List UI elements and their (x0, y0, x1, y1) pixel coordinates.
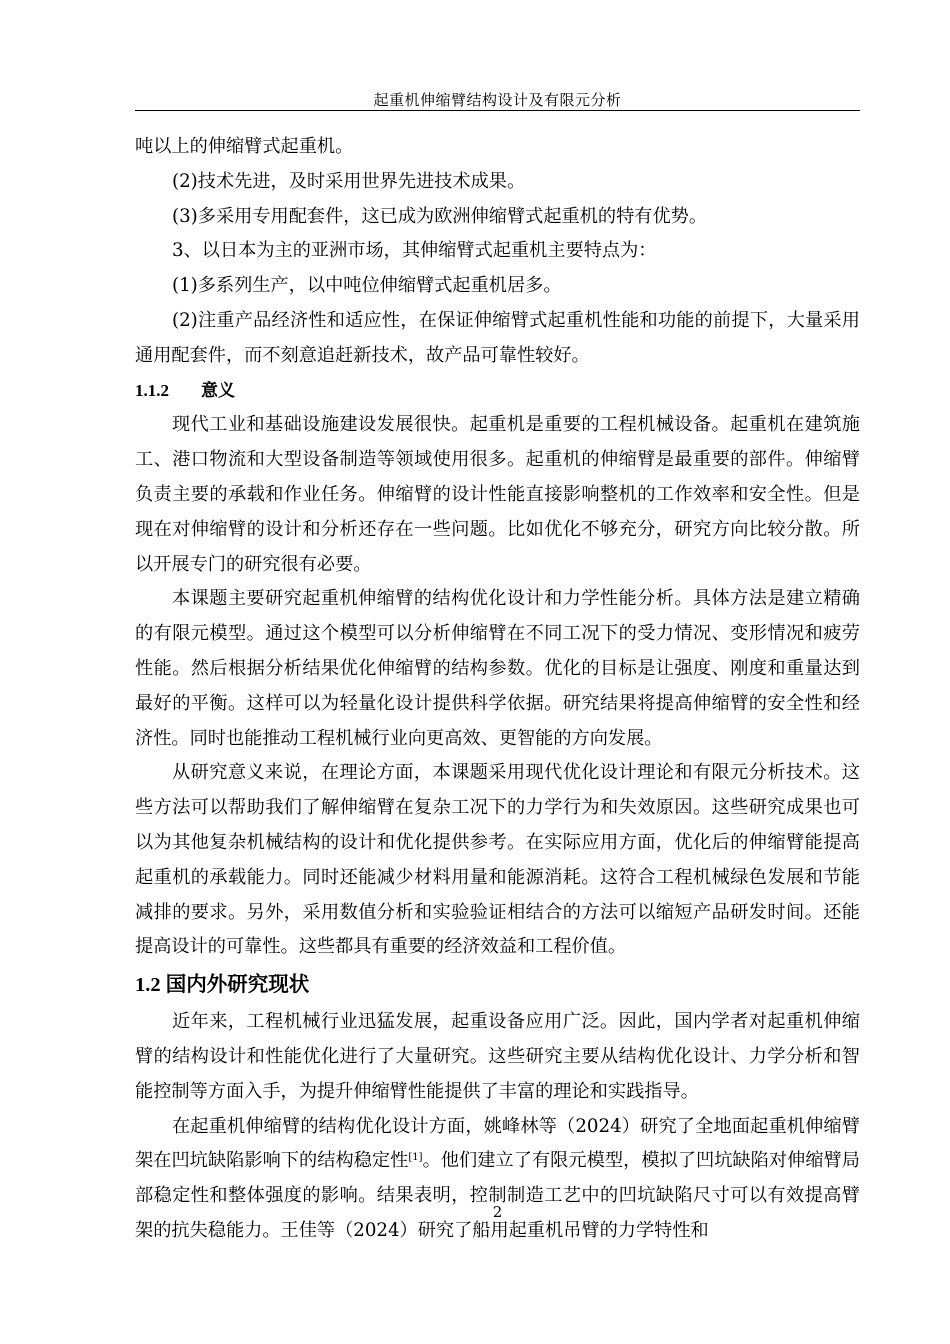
running-header-title: 起重机伸缩臂结构设计及有限元分析 (373, 91, 622, 109)
section-heading-1-2: 1.2 国内外研究现状 (135, 974, 310, 997)
paragraph-europe-feature-3: (3)多采用专用配套件，这已成为欧洲伸缩臂式起重机的特有优势。 (172, 205, 708, 227)
paragraph-europe-feature-2: (2)技术先进，及时采用世界先进技术成果。 (172, 170, 526, 192)
section-heading-1-1-2 (135, 374, 860, 409)
paragraph-significance-3: 从研究意义来说，在理论方面，本课题采用现代优化设计理论和有限元分析技术。这些方法可以帮助我们了解伸缩臂在复杂工况下的力学行为和失效原因。这些研究成果也可以为其他复杂机械结构的设计和优化提供参考。在实际应用方面，优化后的伸缩臂能提高起重机的承载能力。同时还能减少材料用量和能源消耗。这符合工程机械绿色发展和节能减排的要求。另外，采用数值分析和实验验证相结合的方法可以缩短产品研发时间。还能提高设计的可靠性。这些都具有重要的经济效益和工程价值。 (135, 762, 860, 958)
body-text (135, 130, 860, 1249)
text-before-citation: 在起重机伸缩臂的结构优化设计方面，姚峰林等（2024）研究了全地面起重机伸缩臂架在凹坑缺陷影响下的结构稳定性 (135, 1115, 860, 1172)
section-number: 1.1.2 (135, 380, 169, 400)
text-after-citation: 。他们建立了有限元模型，模拟了凹坑缺陷对伸缩臂局部稳定性和整体强度的影响。结果表明，控制制造工艺中的凹坑缺陷尺寸可以有效提高臂架的抗失稳能力。王佳等（2024）研究了船用起重机吊臂的力学特性和 (135, 1150, 860, 1241)
citation-1[interactable]: [1] (408, 1152, 423, 1164)
header-rule (135, 110, 860, 111)
paragraph-asia-feature-1: (1)多系列生产，以中吨位伸缩臂式起重机居多。 (172, 275, 562, 297)
paragraph-asia-feature-2: (2)注重产品经济性和适应性，在保证伸缩臂式起重机性能和功能的前提下，大量采用通用配套件，而不刻意追赶新技术，故产品可靠性较好。 (135, 309, 860, 366)
paragraph-research-status-2 (135, 1110, 860, 1249)
paragraph-asia-market: 3、以日本为主的亚洲市场，其伸缩臂式起重机主要特点为： (172, 240, 657, 262)
paragraph-continuation: 吨以上的伸缩臂式起重机。 (135, 136, 354, 157)
paragraph-significance-1: 现代工业和基础设施建设发展很快。起重机是重要的工程机械设备。起重机在建筑施工、港口物流和大型设备制造等领域使用很多。起重机的伸缩臂是最重要的部件。伸缩臂负责主要的承载和作业任务。伸缩臂的设计性能直接影响整机的工作效率和安全性。但是现在对伸缩臂的设计和分析还存在一些问题。比如优化不够充分，研究方向比较分散。所以开展专门的研究很有必要。 (135, 414, 860, 575)
section-title: 意义 (201, 380, 235, 400)
paragraph-significance-2: 本课题主要研究起重机伸缩臂的结构优化设计和力学性能分析。具体方法是建立精确的有限元模型。通过这个模型可以分析伸缩臂在不同工况下的受力情况、变形情况和疲劳性能。然后根据分析结果优化伸缩臂的结构参数。优化的目标是让强度、刚度和重量达到最好的平衡。这样可以为轻量化设计提供科学依据。研究结果将提高伸缩臂的安全性和经济性。同时也能推动工程机械行业向更高效、更智能的方向发展。 (135, 588, 860, 749)
page-number: 2 (492, 1203, 503, 1221)
paragraph-research-status-1: 近年来，工程机械行业迅猛发展，起重设备应用广泛。因此，国内学者对起重机伸缩臂的结构设计和性能优化进行了大量研究。这些研究主要从结构优化设计、力学分析和智能控制等方面入手，为提升伸缩臂性能提供了丰富的理论和实践指导。 (135, 1011, 860, 1102)
